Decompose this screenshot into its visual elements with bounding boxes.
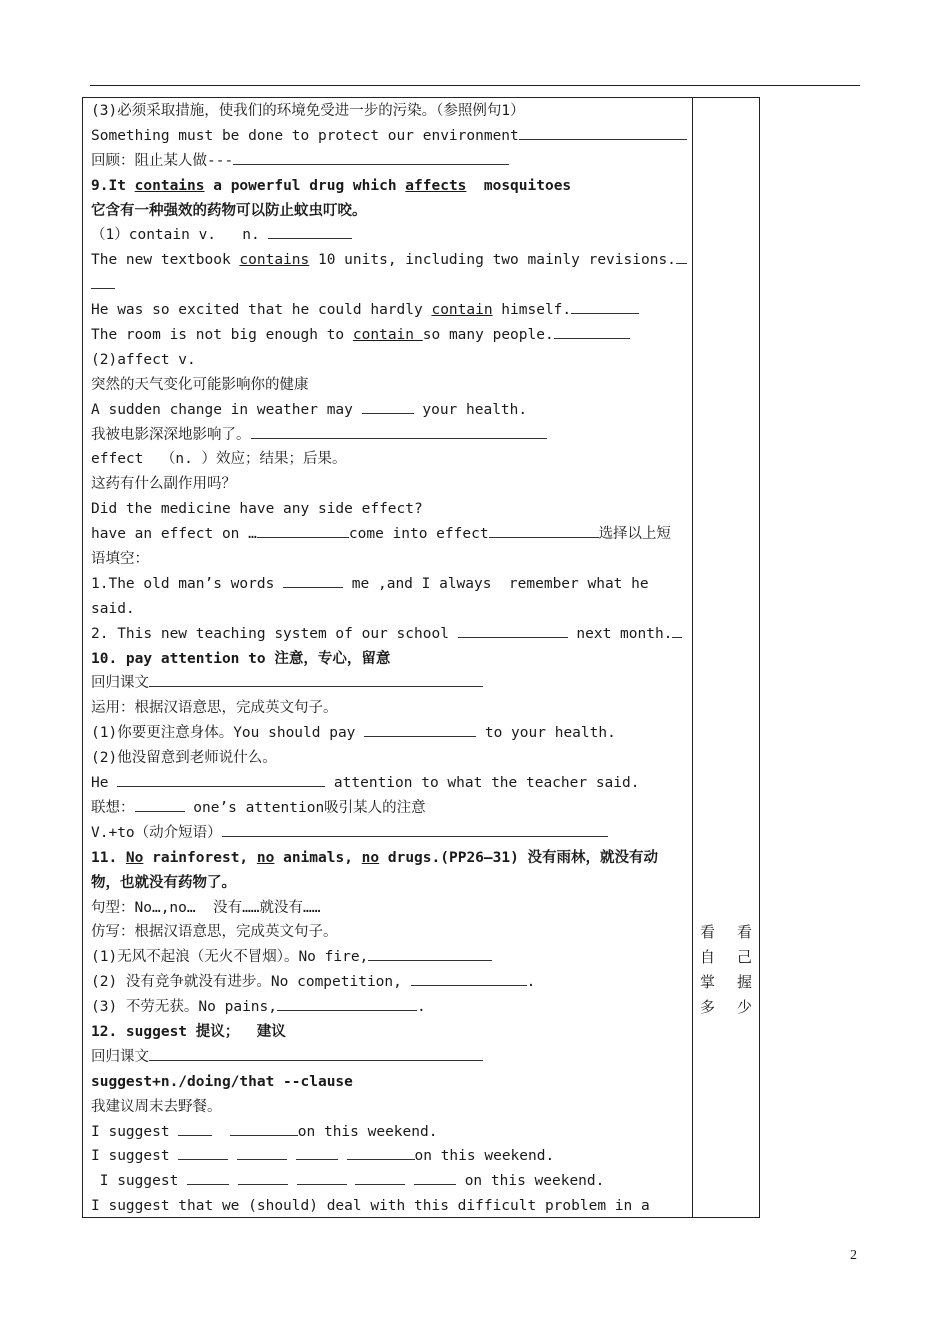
text-line: 我被电影深深地影响了。 — [91, 423, 687, 448]
self-assessment-note — [700, 920, 752, 1020]
side-char: 看 — [700, 923, 716, 941]
text-line: (2)他没留意到老师说什么。 — [91, 750, 277, 767]
side-char: 掌 — [700, 972, 716, 991]
side-char: 握 — [736, 972, 752, 991]
text-line: A sudden change in weather may your health. — [91, 398, 687, 423]
section-heading-10: 10. pay attention to 注意，专心，留意 — [91, 650, 391, 667]
text-line: 联想： one’s attention吸引某人的注意 — [91, 796, 687, 821]
answer-blank[interactable] — [178, 1121, 212, 1136]
text-line: I suggest on this weekend. — [91, 1144, 687, 1169]
text-line: said. — [91, 600, 135, 617]
header-rule — [90, 85, 860, 86]
text-line: 仿写：根据汉语意思，完成英文句子。 — [91, 924, 338, 941]
answer-blank[interactable] — [149, 672, 483, 687]
text-line: The new textbook contains 10 units, including two mainly revisions. — [91, 248, 687, 273]
section-heading-9: 9.It contains a powerful drug which affects mosquitoes — [91, 177, 572, 194]
answer-blank[interactable] — [178, 1145, 228, 1160]
answer-blank[interactable] — [187, 1170, 229, 1185]
answer-blank[interactable] — [519, 125, 687, 140]
text-line: He was so excited that he could hardly contain himself. — [91, 298, 687, 323]
side-char: 看 — [736, 923, 752, 941]
text-line: 2. This new teaching system of our school next month. — [91, 622, 687, 647]
text-line: He attention to what the teacher said. — [91, 771, 687, 796]
text-line: suggest+n./doing/that --clause — [91, 1073, 353, 1090]
answer-blank[interactable] — [222, 822, 608, 837]
table-column-divider — [692, 97, 693, 1218]
text-line: have an effect on … come into effect 选择以上短 — [91, 522, 687, 547]
text-line: 回归课文 — [91, 1045, 687, 1070]
answer-blank[interactable] — [257, 523, 349, 538]
text-line: Did the medicine have any side effect? — [91, 501, 423, 518]
text-line: The room is not big enough to contain so many people. — [91, 323, 687, 348]
text-line: 语填空： — [91, 551, 149, 568]
answer-blank[interactable] — [237, 1145, 287, 1160]
text-line: 1.The old man’s words me ,and I always remember what he — [91, 572, 687, 597]
answer-blank[interactable] — [135, 797, 185, 812]
page-number: 2 — [850, 1248, 857, 1263]
answer-blank[interactable] — [251, 424, 547, 439]
text-line: I suggest on this weekend. — [91, 1169, 687, 1194]
answer-blank[interactable] — [283, 573, 343, 588]
answer-blank[interactable] — [362, 399, 414, 414]
side-char: 少 — [736, 997, 752, 1016]
answer-blank[interactable] — [355, 1170, 405, 1185]
text-line: 运用：根据汉语意思，完成英文句子。 — [91, 700, 338, 717]
text-line: （1）contain v. n. — [91, 223, 687, 248]
side-char: 多 — [700, 997, 716, 1016]
answer-blank[interactable] — [117, 772, 325, 787]
answer-blank[interactable] — [554, 324, 630, 339]
text-line: 句型：No…,no… 没有……就没有…… — [91, 899, 321, 916]
section-heading-12: 12. suggest 提议； 建议 — [91, 1023, 286, 1040]
text-line: Something must be done to protect our environment — [91, 124, 687, 149]
answer-blank[interactable] — [238, 1170, 288, 1185]
answer-blank[interactable] — [297, 1170, 347, 1185]
answer-blank[interactable] — [268, 224, 352, 239]
text-line: (2)affect v. — [91, 351, 196, 368]
section-heading-11: 11. No rainforest, no animals, no drugs.(PP26—31) 没有雨林，就没有动 — [91, 849, 659, 866]
answer-blank[interactable] — [149, 1046, 483, 1061]
side-char: 自 — [700, 947, 716, 966]
answer-blank[interactable] — [672, 623, 682, 638]
text-line: (1)无风不起浪（无火不冒烟）。No fire, — [91, 945, 687, 970]
answer-blank[interactable] — [233, 150, 509, 165]
answer-blank[interactable] — [230, 1121, 298, 1136]
text-line: 我建议周末去野餐。 — [91, 1098, 222, 1115]
text-line: 它含有一种强效的药物可以防止蚊虫叮咬。 — [91, 202, 367, 219]
text-line: I suggest on this weekend. — [91, 1120, 687, 1145]
text-line: V.+to（动介短语） — [91, 821, 687, 846]
answer-blank[interactable] — [489, 523, 599, 538]
text-line: (3)必须采取措施，使我们的环境免受进一步的污染。（参照例句1） — [91, 103, 525, 119]
text-line: (2) 没有竞争就没有进步。No competition, . — [91, 970, 687, 995]
text-line: (1)你要更注意身体。You should pay to your health. — [91, 721, 687, 746]
text-line: 物，也就没有药物了。 — [91, 874, 236, 891]
side-char: 己 — [736, 947, 752, 966]
answer-blank[interactable] — [277, 996, 417, 1011]
text-line: (3) 不劳无获。No pains, . — [91, 995, 687, 1020]
answer-blank[interactable] — [91, 274, 115, 289]
text-line: 突然的天气变化可能影响你的健康 — [91, 376, 309, 393]
answer-blank[interactable] — [364, 722, 476, 737]
answer-blank[interactable] — [676, 249, 687, 264]
worksheet-content — [91, 99, 687, 1219]
answer-blank[interactable] — [571, 299, 639, 314]
text-line: I suggest that we (should) deal with this difficult problem in a — [91, 1198, 650, 1215]
answer-blank[interactable] — [458, 623, 568, 638]
text-line: 回归课文 — [91, 671, 687, 696]
answer-blank[interactable] — [296, 1145, 338, 1160]
text-line: effect （n. ）效应；结果；后果。 — [91, 451, 347, 468]
answer-blank[interactable] — [347, 1145, 415, 1160]
text-line — [91, 273, 687, 298]
answer-blank[interactable] — [414, 1170, 456, 1185]
answer-blank[interactable] — [368, 946, 492, 961]
answer-blank[interactable] — [411, 971, 527, 986]
text-line: 回顾：阻止某人做--- — [91, 149, 687, 174]
text-line: 这药有什么副作用吗？ — [91, 476, 236, 493]
